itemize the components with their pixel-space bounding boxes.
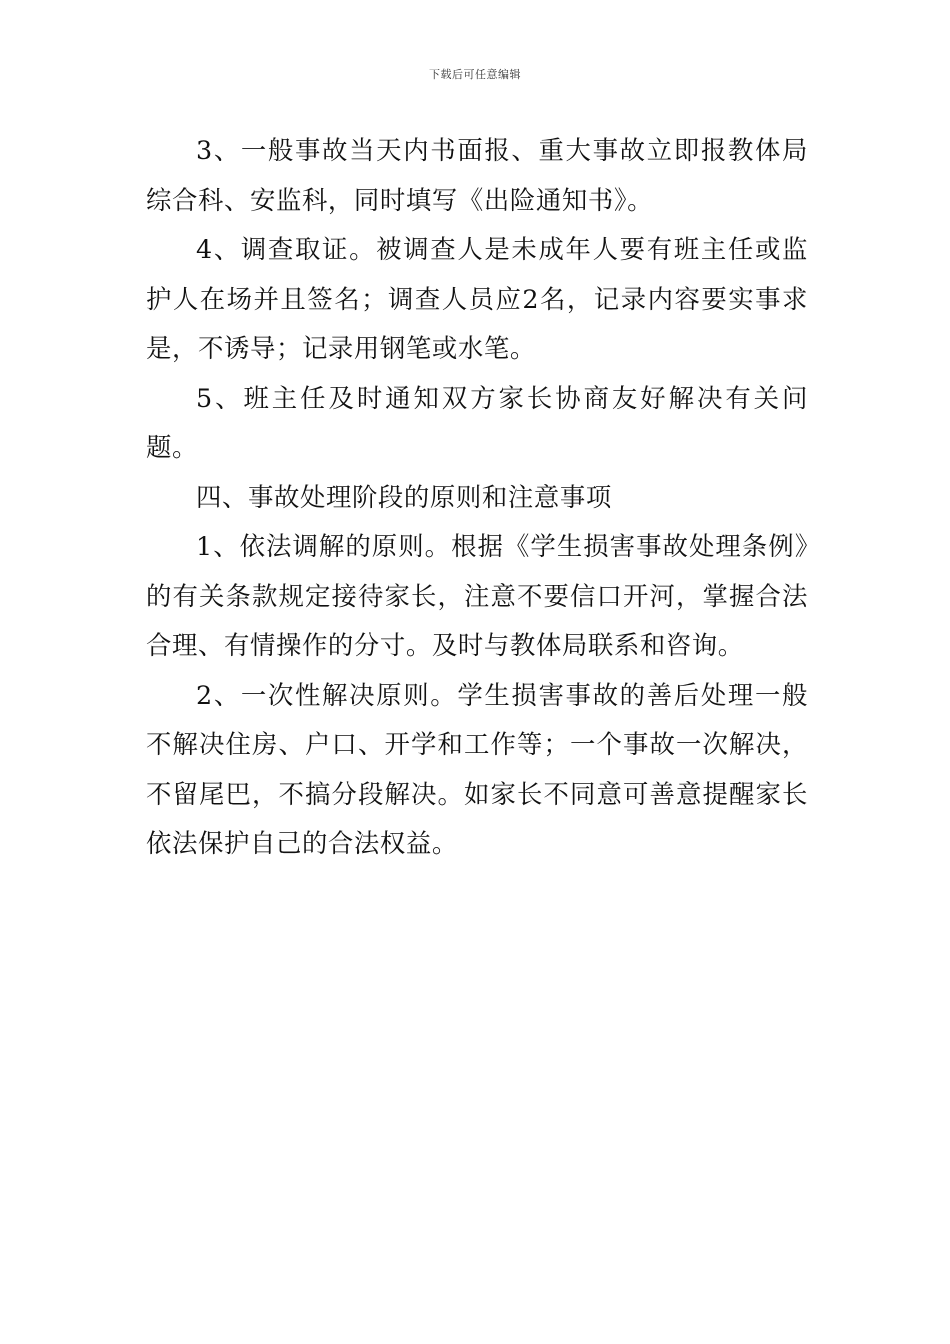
- document-body: [146, 126, 808, 869]
- paragraph-item-5: 5、班主任及时通知双方家长协商友好解决有关问题。: [146, 382, 808, 462]
- principle-item-2: 2、一次性解决原则。学生损害事故的善后处理一般不解决住房、户口、开学和工作等；一个事故一次解决，不留尾巴，不搞分段解决。如家长不同意可善意提醒家长依法保护自己的合法权益。: [146, 679, 808, 858]
- page-header-note: 下载后可任意编辑: [429, 68, 521, 81]
- section-heading-4: 四、事故处理阶段的原则和注意事项: [196, 481, 612, 512]
- paragraph-item-4: 4、调查取证。被调查人是未成年人要有班主任或监护人在场并且签名；调查人员应2名，记录内容要实事求是，不诱导；记录用钢笔或水笔。: [146, 234, 808, 363]
- paragraph-item-3: 3、一般事故当天内书面报、重大事故立即报教体局综合科、安监科，同时填写《出险通知书》。: [146, 135, 808, 215]
- principle-item-1: 1、依法调解的原则。根据《学生损害事故处理条例》的有关条款规定接待家长，注意不要信口开河，掌握合法合理、有情操作的分寸。及时与教体局联系和咨询。: [146, 531, 808, 660]
